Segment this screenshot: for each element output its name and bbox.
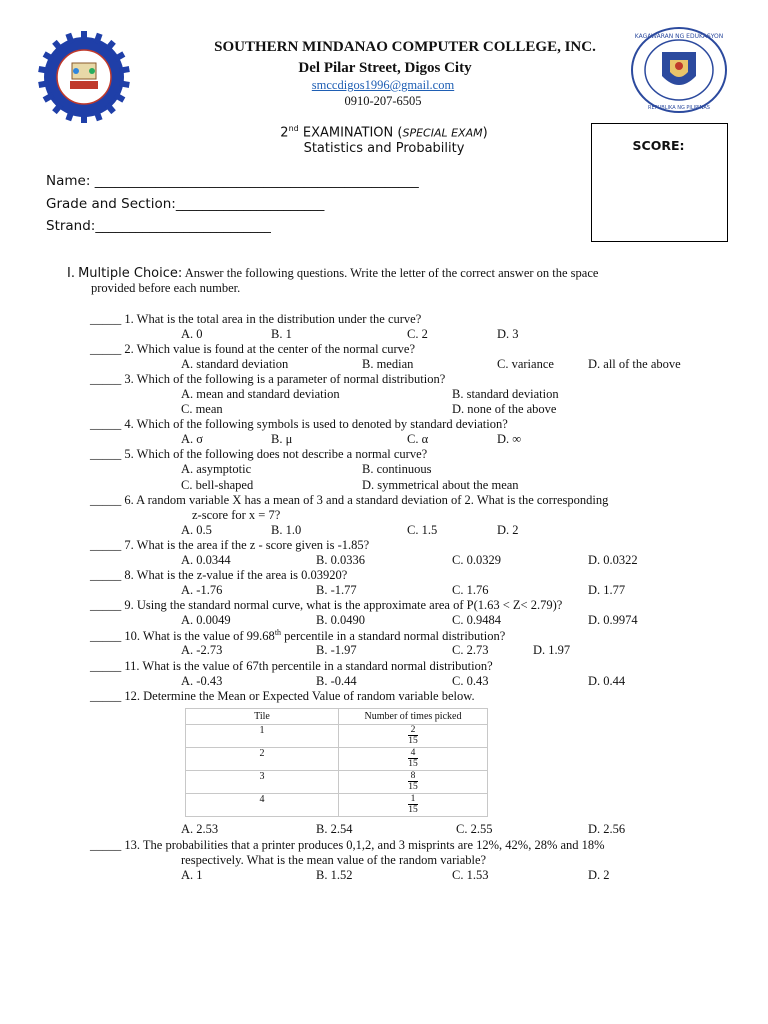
- table-header-tile: Tile: [186, 709, 339, 725]
- q8-option-c: C. 1.76: [452, 583, 489, 597]
- tile-cell: 1: [186, 725, 339, 748]
- answer-blank[interactable]: _____: [90, 659, 122, 673]
- fraction-denominator: 15: [408, 782, 418, 792]
- q1-option-a: A. 0: [181, 327, 203, 341]
- name-field-line[interactable]: ________________________________________________: [94, 173, 419, 189]
- tile-table: [185, 708, 488, 817]
- question-text: 5. Which of the following does not describe a normal curve?: [124, 447, 428, 461]
- q6-option-b: B. 1.0: [271, 523, 302, 537]
- q12-option-a: A. 2.53: [181, 822, 219, 836]
- q6-option-a: A. 0.5: [181, 523, 212, 537]
- question-text: 10. What is the value of 99.68: [124, 629, 275, 644]
- question-text-sup: th: [274, 628, 282, 637]
- q1-option-b: B. 1: [271, 327, 292, 341]
- tile-cell: 3: [186, 771, 339, 794]
- grade-section-label: Grade and Section:: [46, 196, 176, 212]
- strand-line[interactable]: __________________________: [95, 218, 271, 234]
- answer-blank[interactable]: _____: [90, 342, 122, 356]
- q9-option-d: D. 0.9974: [588, 613, 638, 627]
- question-8: [90, 568, 347, 583]
- answer-blank[interactable]: _____: [90, 838, 122, 852]
- q10-option-d: D. 1.97: [533, 643, 571, 657]
- q9-option-c: C. 0.9484: [452, 613, 501, 627]
- table-header-count: Number of times picked: [339, 709, 488, 725]
- fraction: [408, 725, 418, 746]
- school-phone: 0910-207-6505: [344, 94, 422, 108]
- strand-label: Strand:: [46, 218, 96, 234]
- table-header-row: [186, 709, 488, 725]
- grade-section-field[interactable]: [46, 196, 324, 212]
- count-cell: [339, 794, 488, 817]
- q8-option-b: B. -1.77: [316, 583, 357, 597]
- fraction-denominator: 15: [408, 805, 418, 815]
- exam-special-label: SPECIAL EXAM: [402, 126, 483, 140]
- instructions-line-2: provided before each number.: [91, 281, 241, 295]
- question-text: 4. Which of the following symbols is used to denoted by standard deviation?: [124, 417, 508, 431]
- answer-blank[interactable]: _____: [90, 568, 122, 582]
- fraction-denominator: 15: [408, 736, 418, 746]
- tile-cell: 4: [186, 794, 339, 817]
- q3-option-a: A. mean and standard deviation: [181, 387, 340, 401]
- q3-option-b: B. standard deviation: [452, 387, 559, 401]
- question-13: [90, 838, 605, 853]
- answer-blank[interactable]: _____: [90, 598, 122, 612]
- answer-blank[interactable]: _____: [90, 493, 122, 507]
- table-row: [186, 748, 488, 771]
- fraction-denominator: 15: [408, 759, 418, 769]
- q5-option-b: B. continuous: [362, 462, 432, 476]
- question-text: 2. Which value is found at the center of the normal curve?: [124, 342, 416, 356]
- q3-option-d: D. none of the above: [452, 402, 557, 416]
- exam-ordinal: 2: [280, 125, 289, 141]
- q5-option-c: C. bell-shaped: [181, 478, 254, 492]
- school-address: Del Pilar Street, Digos City: [298, 60, 472, 76]
- q7-option-a: A. 0.0344: [181, 553, 231, 567]
- q2-option-a: A. standard deviation: [181, 357, 289, 371]
- question-12: [90, 689, 475, 704]
- fraction: [408, 771, 418, 792]
- table-row: [186, 771, 488, 794]
- answer-blank[interactable]: _____: [90, 417, 122, 431]
- fraction-numerator: 4: [408, 748, 418, 759]
- answer-blank[interactable]: _____: [90, 538, 122, 552]
- q12-option-d: D. 2.56: [588, 822, 626, 836]
- q6-option-d: D. 2: [497, 523, 519, 537]
- school-name: SOUTHERN MINDANAO COMPUTER COLLEGE, INC.: [214, 39, 596, 55]
- fraction: [408, 794, 418, 815]
- q1-option-d: D. 3: [497, 327, 519, 341]
- q13-option-a: A. 1: [181, 868, 203, 882]
- q2-option-c: C. variance: [497, 357, 554, 371]
- q10-option-a: A. -2.73: [181, 643, 223, 657]
- answer-blank[interactable]: _____: [90, 689, 122, 703]
- table-row: [186, 794, 488, 817]
- count-cell: [339, 771, 488, 794]
- q2-option-d: D. all of the above: [588, 357, 681, 371]
- q10-option-c: C. 2.73: [452, 643, 489, 657]
- q11-option-a: A. -0.43: [181, 674, 223, 688]
- exam-subject: Statistics and Probability: [303, 141, 465, 156]
- question-7: [90, 538, 369, 553]
- tile-cell: 2: [186, 748, 339, 771]
- question-1: [90, 312, 421, 327]
- fraction-numerator: 2: [408, 725, 418, 736]
- q12-option-b: B. 2.54: [316, 822, 353, 836]
- question-6: [90, 493, 608, 508]
- q3-option-c: C. mean: [181, 402, 223, 416]
- name-field-label: Name:: [46, 173, 91, 189]
- question-text: 1. What is the total area in the distribution under the curve?: [124, 312, 422, 326]
- q9-option-b: B. 0.0490: [316, 613, 365, 627]
- q4-option-a: A. σ: [181, 432, 204, 446]
- q2-option-b: B. median: [362, 357, 414, 371]
- q5-option-a: A. asymptotic: [181, 462, 252, 476]
- question-10: [90, 628, 505, 644]
- count-cell: [339, 725, 488, 748]
- deped-logo-top-text: KAGAWARAN NG EDUKASYON: [634, 33, 724, 40]
- deped-logo-bottom-text: REPUBLIKA NG PILIPINAS: [648, 105, 710, 111]
- school-email-link[interactable]: smccdigos1996@gmail.com: [311, 78, 455, 92]
- question-text: 8. What is the z-value if the area is 0.03920?: [124, 568, 348, 582]
- q11-option-d: D. 0.44: [588, 674, 626, 688]
- question-text: 7. What is the area if the z - score given is -1.85?: [124, 538, 370, 552]
- q7-option-c: C. 0.0329: [452, 553, 501, 567]
- strand-field[interactable]: [46, 218, 271, 234]
- question-11: [90, 659, 493, 674]
- answer-blank[interactable]: _____: [90, 447, 122, 461]
- answer-blank[interactable]: _____: [90, 372, 122, 386]
- question-text: 9. Using the standard normal curve, what is the approximate area of P(1.63 < Z< 2.79)?: [124, 598, 563, 612]
- question-text: 11. What is the value of 67th percentile in a standard normal distribution?: [124, 659, 493, 673]
- fraction: [408, 748, 418, 769]
- q13-option-b: B. 1.52: [316, 868, 353, 882]
- fraction-numerator: 1: [408, 794, 418, 805]
- q5-option-d: D. symmetrical about the mean: [362, 478, 519, 492]
- q8-option-d: D. 1.77: [588, 583, 626, 597]
- q6-option-c: C. 1.5: [407, 523, 438, 537]
- section-instructions: [67, 266, 747, 296]
- q6-text-cont: z-score for x = 7?: [192, 508, 281, 522]
- q13-text-cont: respectively. What is the mean value of the random variable?: [181, 853, 487, 867]
- question-text: 6. A random variable X has a mean of 3 and a standard deviation of 2. What is the corresponding: [124, 493, 609, 507]
- section-title: Multiple Choice:: [78, 266, 183, 281]
- q11-option-b: B. -0.44: [316, 674, 357, 688]
- q1-option-c: C. 2: [407, 327, 428, 341]
- section-number: I.: [67, 266, 75, 281]
- grade-section-line[interactable]: ______________________: [175, 196, 325, 212]
- table-row: [186, 725, 488, 748]
- fraction-numerator: 8: [408, 771, 418, 782]
- q7-option-d: D. 0.0322: [588, 553, 638, 567]
- q9-option-a: A. 0.0049: [181, 613, 231, 627]
- q7-option-b: B. 0.0336: [316, 553, 365, 567]
- q4-option-d: D. ∞: [497, 432, 522, 446]
- q4-option-b: B. μ: [271, 432, 293, 446]
- q13-option-d: D. 2: [588, 868, 610, 882]
- answer-blank[interactable]: _____: [90, 312, 122, 326]
- exam-title-text: EXAMINATION (: [302, 125, 403, 141]
- q8-option-a: A. -1.76: [181, 583, 223, 597]
- answer-blank[interactable]: _____: [90, 629, 122, 644]
- q4-option-c: C. α: [407, 432, 429, 446]
- question-text: 3. Which of the following is a parameter of normal distribution?: [124, 372, 446, 386]
- question-4: [90, 417, 508, 432]
- question-5: [90, 447, 427, 462]
- question-3: [90, 372, 445, 387]
- question-9: [90, 598, 562, 613]
- count-cell: [339, 748, 488, 771]
- question-text: 12. Determine the Mean or Expected Value of random variable below.: [124, 689, 475, 703]
- exam-title-close: ): [482, 125, 488, 141]
- question-2: [90, 342, 415, 357]
- score-label: SCORE:: [632, 138, 685, 153]
- exam-ordinal-suffix: nd: [288, 124, 299, 133]
- q11-option-c: C. 0.43: [452, 674, 489, 688]
- q12-option-c: C. 2.55: [456, 822, 493, 836]
- q13-option-c: C. 1.53: [452, 868, 489, 882]
- q10-option-b: B. -1.97: [316, 643, 357, 657]
- question-text-rest: percentile in a standard normal distribution?: [281, 629, 506, 644]
- instructions-line-1: Answer the following questions. Write the letter of the correct answer on the space: [184, 266, 599, 280]
- question-text: 13. The probabilities that a printer produces 0,1,2, and 3 misprints are 12%, 42%, 28% and 18%: [124, 838, 605, 852]
- name-field[interactable]: [46, 173, 419, 189]
